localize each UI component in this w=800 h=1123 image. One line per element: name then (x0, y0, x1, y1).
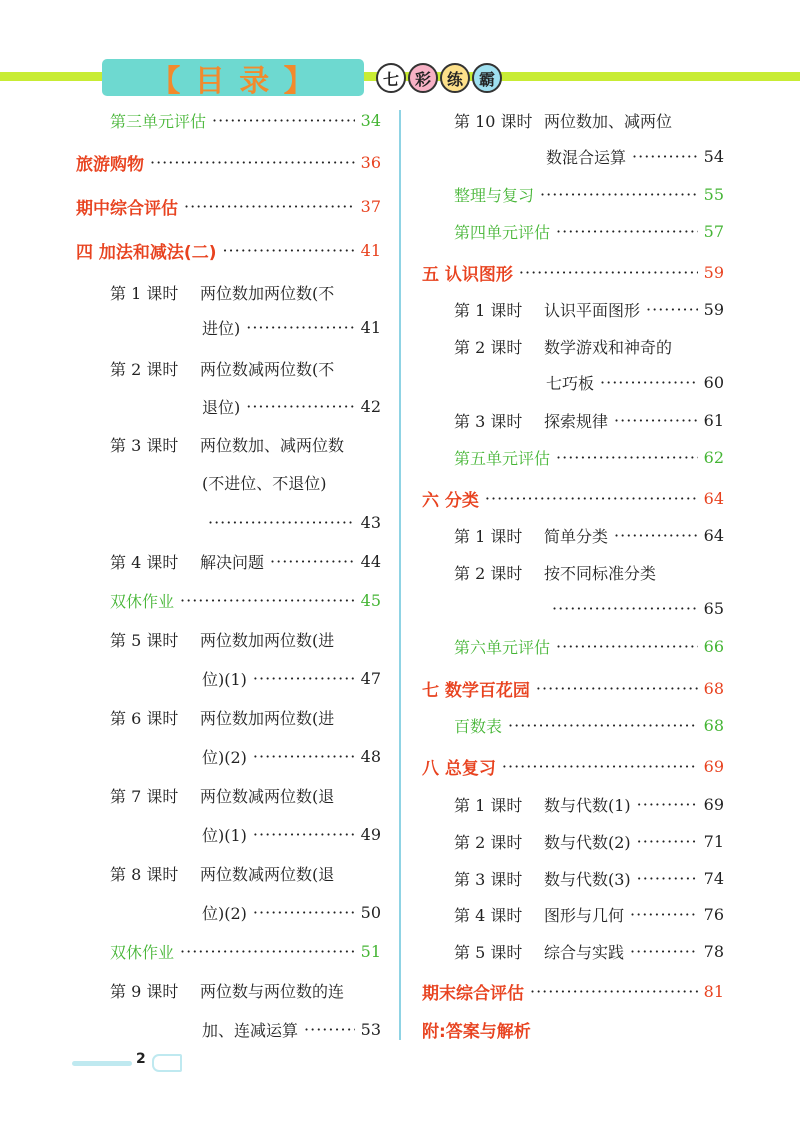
entry-title-cont: 加、连减运算 (202, 1020, 299, 1040)
entry-title-cont: 七巧板 (546, 373, 595, 393)
entry-title: 两位数减两位数(退 (200, 864, 335, 884)
entry-title: 探索规律 (544, 411, 609, 431)
toc-entry (110, 106, 381, 134)
entry-title: 两位数加两位数(不 (200, 283, 335, 303)
entry-title-cont: 位)(1) (202, 825, 247, 845)
page-ref: 51 (360, 941, 381, 961)
toc-lesson (110, 430, 381, 458)
entry-title: 两位数加、减两位 (544, 111, 673, 131)
leader-dots (600, 373, 698, 392)
entry-title: 整理与复习 (454, 185, 535, 205)
lesson-number: 第 7 课时 (110, 786, 179, 806)
brand-char: 霸 (472, 63, 502, 93)
toc-entry (110, 586, 381, 614)
brand-char: 练 (440, 63, 470, 93)
leader-dots (253, 903, 355, 922)
entry-title: 七 数学百花园 (422, 680, 530, 701)
page-ref: 71 (703, 831, 724, 851)
toc-lesson (110, 976, 381, 1004)
leader-dots (632, 147, 698, 166)
leader-dots (208, 513, 355, 532)
page-ref: 48 (360, 746, 381, 766)
toc-title-banner (102, 59, 364, 99)
entry-title: 两位数加两位数(进 (200, 708, 335, 728)
leader-dots (556, 222, 698, 241)
page-title: 【 目 录 】 (150, 63, 316, 99)
entry-title-cont: 退位) (202, 397, 241, 417)
entry-title: 双休作业 (110, 942, 175, 962)
leader-dots (614, 411, 698, 430)
entry-title: 期中综合评估 (76, 198, 178, 219)
toc-lesson-cont (202, 898, 381, 926)
page-ref: 62 (703, 447, 724, 467)
toc-entry (110, 937, 381, 965)
leader-dots (270, 552, 355, 571)
page-ref: 36 (360, 152, 381, 172)
leader-dots (540, 185, 698, 204)
lesson-number: 第 2 课时 (454, 337, 523, 357)
leader-dots (614, 526, 698, 545)
page-ref: 59 (703, 299, 724, 319)
toc-entry (454, 711, 724, 739)
page-ref: 69 (703, 756, 724, 776)
lesson-number: 第 5 课时 (454, 942, 523, 962)
toc-lesson (454, 295, 724, 323)
page-ref: 68 (703, 715, 724, 735)
leader-dots (222, 241, 354, 260)
page-ref: 42 (360, 396, 381, 416)
toc-lesson-cont (202, 820, 381, 848)
lesson-number: 第 2 课时 (454, 563, 523, 583)
entry-title: 综合与实践 (544, 942, 625, 962)
lesson-number: 第 4 课时 (110, 552, 179, 572)
page-ref: 49 (360, 824, 381, 844)
entry-title: 第五单元评估 (454, 448, 551, 468)
toc-lesson (110, 625, 381, 653)
lesson-number: 第 2 课时 (110, 359, 179, 379)
page-ref: 53 (360, 1019, 381, 1039)
lesson-number: 第 1 课时 (454, 300, 523, 320)
toc-lesson (454, 558, 724, 586)
leader-dots (536, 679, 698, 698)
toc-lesson-cont (202, 1015, 381, 1043)
page-ref: 41 (360, 317, 381, 337)
brand-char: 七 (376, 63, 406, 93)
toc-entry (454, 632, 724, 660)
entry-title-cont: 位)(2) (202, 903, 247, 923)
leader-dots (637, 795, 698, 814)
page-ref: 37 (360, 196, 381, 216)
page-ref: 81 (703, 981, 724, 1001)
entry-title: 附:答案与解析 (422, 1021, 531, 1042)
leader-dots (646, 300, 698, 319)
toc-appendix (422, 1015, 724, 1043)
entry-title: 两位数加两位数(进 (200, 630, 335, 650)
toc-section (76, 192, 381, 220)
entry-title: 图形与几何 (544, 905, 625, 925)
toc-lesson (110, 781, 381, 809)
entry-title: 双休作业 (110, 591, 175, 611)
lesson-number: 第 2 课时 (454, 832, 523, 852)
leader-dots (184, 197, 355, 216)
toc-lesson (454, 332, 724, 360)
leader-dots (630, 905, 698, 924)
toc-lesson (110, 547, 381, 575)
leader-dots (485, 489, 698, 508)
leader-dots (556, 448, 698, 467)
entry-title-cont: 位)(2) (202, 747, 247, 767)
leader-dots (246, 318, 354, 337)
lesson-number: 第 3 课时 (454, 869, 523, 889)
toc-lesson-cont (202, 313, 381, 341)
entry-title: 两位数减两位数(退 (200, 786, 335, 806)
toc-lesson (454, 106, 724, 134)
toc-section (422, 977, 724, 1005)
page-ref: 64 (703, 488, 724, 508)
footer-bar (72, 1061, 132, 1066)
page-ref: 76 (703, 904, 724, 924)
entry-title: 第四单元评估 (454, 222, 551, 242)
toc-entry (454, 443, 724, 471)
page-ref: 57 (703, 221, 724, 241)
toc-entry (454, 217, 724, 245)
toc-section (422, 752, 724, 780)
toc-lesson (110, 278, 381, 306)
toc-lesson-cont (202, 508, 381, 536)
page-ref: 54 (703, 146, 724, 166)
leader-dots (150, 153, 355, 172)
leader-dots (180, 942, 355, 961)
page-ref: 55 (703, 184, 724, 204)
leader-dots (212, 111, 355, 130)
toc-lesson (454, 900, 724, 928)
page-ref: 69 (703, 794, 724, 814)
leader-dots (502, 757, 698, 776)
toc-lesson-cont (546, 594, 724, 622)
page-number: 2 (136, 1051, 146, 1067)
page-ref: 34 (360, 110, 381, 130)
leader-dots (253, 747, 355, 766)
entry-title-cont: 数混合运算 (546, 147, 627, 167)
page-ref: 60 (703, 372, 724, 392)
leader-dots (637, 832, 698, 851)
entry-title: 六 分类 (422, 490, 479, 511)
toc-lesson-cont (202, 392, 381, 420)
lesson-number: 第 1 课时 (454, 526, 523, 546)
entry-title: 百数表 (454, 716, 503, 736)
toc-lesson (454, 864, 724, 892)
page-ref: 41 (360, 240, 381, 260)
page-ref: 45 (360, 590, 381, 610)
column-divider (399, 110, 401, 1040)
toc-lesson (454, 521, 724, 549)
entry-title: 解决问题 (200, 552, 265, 572)
leader-dots (637, 869, 698, 888)
entry-title: 简单分类 (544, 526, 609, 546)
toc-lesson-cont (546, 368, 724, 396)
entry-title: 数与代数(1) (544, 795, 631, 815)
lesson-number: 第 4 课时 (454, 905, 523, 925)
toc-section (422, 674, 724, 702)
leader-dots (530, 982, 698, 1001)
toc-lesson (454, 937, 724, 965)
page-ref: 43 (360, 512, 381, 532)
page-ref: 68 (703, 678, 724, 698)
toc-lesson (454, 790, 724, 818)
entry-title: 数与代数(3) (544, 869, 631, 889)
leader-dots (246, 397, 354, 416)
lesson-number: 第 10 课时 (454, 111, 533, 131)
leader-dots (519, 263, 698, 282)
page-ref: 74 (703, 868, 724, 888)
toc-lesson-cont (202, 742, 381, 770)
lesson-number: 第 3 课时 (454, 411, 523, 431)
page-ref: 78 (703, 941, 724, 961)
lesson-number: 第 5 课时 (110, 630, 179, 650)
leader-dots (253, 669, 355, 688)
lesson-number: 第 8 课时 (110, 864, 179, 884)
entry-title: 第三单元评估 (110, 111, 207, 131)
leader-dots (304, 1020, 355, 1039)
entry-title: 按不同标准分类 (544, 563, 657, 583)
entry-title: 旅游购物 (76, 154, 144, 175)
page-ref: 65 (703, 598, 724, 618)
entry-title: 两位数与两位数的连 (200, 981, 345, 1001)
toc-lesson-cont (546, 142, 724, 170)
page-ref: 61 (703, 410, 724, 430)
page-ref: 59 (703, 262, 724, 282)
lesson-number: 第 3 课时 (110, 435, 179, 455)
toc-section (76, 236, 381, 264)
toc-section (422, 258, 724, 286)
toc-lesson (454, 827, 724, 855)
leader-dots (253, 825, 355, 844)
entry-title: 五 认识图形 (422, 264, 513, 285)
brand-char: 彩 (408, 63, 438, 93)
toc-section (76, 148, 381, 176)
lesson-number: 第 1 课时 (110, 283, 179, 303)
toc-lesson (110, 703, 381, 731)
toc-lesson-cont (202, 664, 381, 692)
toc-lesson (110, 354, 381, 382)
lesson-number: 第 9 课时 (110, 981, 179, 1001)
toc-lesson (454, 406, 724, 434)
entry-title: 两位数加、减两位数 (200, 435, 345, 455)
page-ref: 64 (703, 525, 724, 545)
leader-dots (180, 591, 355, 610)
page-ref: 50 (360, 902, 381, 922)
entry-title: 数学游戏和神奇的 (544, 337, 673, 357)
entry-title: 数与代数(2) (544, 832, 631, 852)
entry-title: 认识平面图形 (544, 300, 641, 320)
lesson-number: 第 1 课时 (454, 795, 523, 815)
entry-title: 两位数减两位数(不 (200, 359, 335, 379)
footer-decoration-icon (152, 1054, 182, 1072)
leader-dots (508, 716, 698, 735)
toc-section (422, 484, 724, 512)
leader-dots (630, 942, 698, 961)
entry-title: 期末综合评估 (422, 983, 524, 1004)
leader-dots (552, 599, 698, 618)
lesson-number: 第 6 课时 (110, 708, 179, 728)
entry-title: 四 加法和减法(二) (76, 242, 217, 263)
page-ref: 44 (360, 551, 381, 571)
entry-title-cont: 进位) (202, 318, 241, 338)
page-ref: 47 (360, 668, 381, 688)
toc-lesson (110, 859, 381, 887)
leader-dots (556, 637, 698, 656)
toc-entry (454, 180, 724, 208)
entry-title-cont: (不进位、不退位) (202, 473, 327, 493)
brand-logo (376, 62, 504, 94)
entry-title-cont: 位)(1) (202, 669, 247, 689)
page-ref: 66 (703, 636, 724, 656)
entry-title: 第六单元评估 (454, 637, 551, 657)
toc-lesson-cont (202, 468, 327, 496)
entry-title: 八 总复习 (422, 758, 496, 779)
